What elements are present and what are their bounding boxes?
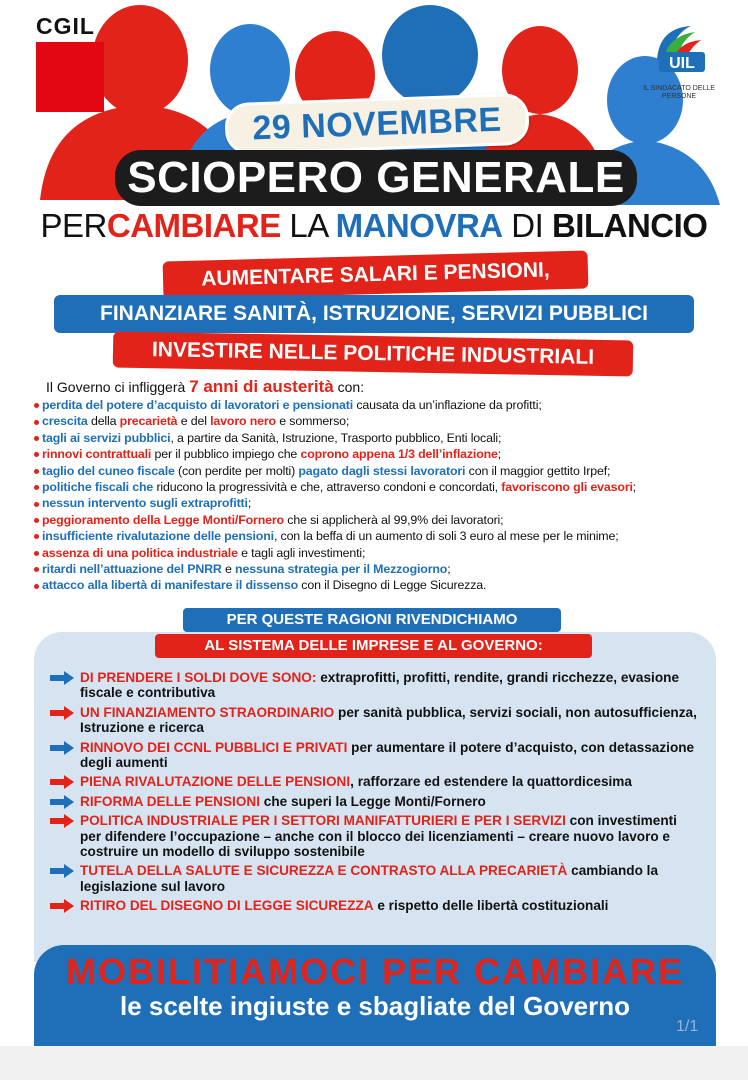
point-highlight: attacco alla libertà di manifestare il dissenso — [42, 578, 299, 593]
banner-sanita: FINANZIARE SANITÀ, ISTRUZIONE, SERVIZI PUBBLICI — [54, 295, 694, 333]
bullet-icon — [34, 420, 39, 425]
cgil-logo — [36, 14, 104, 112]
point-text: e — [221, 562, 236, 577]
list-item — [34, 528, 734, 544]
point-highlight: coprono appena 1/3 dell’inflazione — [300, 447, 498, 462]
arrow-right-icon — [50, 795, 74, 809]
intro-text — [46, 377, 364, 397]
arrow-right-icon — [50, 671, 74, 685]
uil-logo — [640, 20, 718, 101]
demand-highlight: RINNOVO DEI CCNL PUBBLICI E PRIVATI — [80, 739, 348, 755]
list-item — [34, 430, 734, 446]
subtitle-word-la: LA — [280, 207, 336, 244]
point-text: ; — [447, 562, 451, 577]
subtitle — [0, 207, 748, 245]
demand-highlight: TUTELA DELLA SALUTE E SICUREZZA E CONTRASTO ALLA PRECARIETÀ — [80, 863, 568, 879]
strike-title: SCIOPERO GENERALE — [115, 150, 637, 206]
intro-pre: Il Governo ci infliggerà — [46, 379, 190, 395]
point-text: e del — [177, 414, 211, 429]
reasons-heading-1: PER QUESTE RAGIONI RIVENDICHIAMO — [183, 608, 561, 632]
arrow-right-icon — [50, 814, 74, 828]
demand-highlight: RITIRO DEL DISEGNO DI LEGGE SICUREZZA — [80, 898, 374, 914]
demand-text: per aumentare il potere d’acquisto, con detassazione degli aumenti — [80, 739, 695, 771]
demand-highlight: RIFORMA DELLE PENSIONI — [80, 793, 260, 809]
demand-item — [50, 774, 700, 789]
demand-item — [50, 740, 700, 771]
point-highlight: taglio del cuneo fiscale — [42, 463, 175, 478]
demand-text: e rispetto delle libertà costituzionali — [373, 898, 609, 914]
bullet-icon — [34, 469, 39, 474]
uil-logo-icon — [649, 20, 709, 78]
point-highlight: lavoro nero — [210, 414, 276, 429]
cgil-logo-square — [36, 42, 104, 112]
point-highlight: insufficiente rivalutazione delle pensioni — [42, 529, 274, 544]
date-badge: 29 NOVEMBRE — [224, 93, 530, 156]
intro-post: con: — [333, 379, 365, 395]
bullet-icon — [34, 551, 39, 556]
bullet-icon — [34, 567, 39, 572]
subtitle-word-per: PER — [40, 207, 107, 244]
demand-text: con investimenti per difendere l’occupazione – anche con il blocco dei licenziamenti – creare nuovo lavoro e costruire un modello di sviluppo sostenibile — [80, 813, 677, 860]
reasons-heading-2: AL SISTEMA DELLE IMPRESE E AL GOVERNO: — [155, 634, 592, 658]
demand-item — [50, 863, 700, 894]
bullet-icon — [34, 502, 39, 507]
list-item — [34, 545, 734, 561]
demand-highlight: DI PRENDERE I SOLDI DOVE SONO: — [80, 670, 317, 685]
demand-text: extraprofitti, profitti, rendite, grandi ricchezze, evasione fiscale e contributiva — [80, 670, 679, 701]
arrow-right-icon — [50, 899, 74, 913]
subtitle-word-manovra: MANOVRA — [335, 207, 503, 244]
point-text: riducono la progressività e che, attraverso condoni e concordati, — [153, 480, 502, 495]
point-text: ; — [632, 480, 637, 495]
footer-banner — [34, 945, 716, 1046]
footer-subslogan: le scelte ingiuste e sbagliate del Governo — [119, 991, 631, 1021]
point-highlight: assenza di una politica industriale — [42, 545, 238, 560]
list-item — [34, 479, 734, 495]
uil-logo-text: UIL — [669, 55, 695, 72]
point-highlight: peggioramento della Legge Monti/Fornero — [42, 512, 284, 527]
point-highlight: favoriscono gli evasori — [501, 480, 633, 495]
list-item — [34, 413, 734, 429]
point-highlight: pagato dagli stessi lavoratori — [298, 463, 466, 478]
arrow-right-icon — [50, 775, 74, 789]
point-text: , a partire da Sanità, Istruzione, Trasporto pubblico, Enti locali; — [170, 430, 502, 445]
point-highlight: ritardi nell’attuazione del PNRR — [42, 562, 222, 577]
list-item — [34, 561, 734, 577]
page-number: 1/1 — [676, 1018, 699, 1035]
bullet-icon — [34, 485, 39, 490]
uil-tagline: IL SINDACATO DELLE PERSONE — [643, 85, 715, 100]
footer-slogan: MOBILITIAMOCI PER CAMBIARE — [66, 951, 684, 992]
demand-highlight: POLITICA INDUSTRIALE PER I SETTORI MANIFATTURIERI E PER I SERVIZI — [80, 813, 566, 829]
point-text: con il maggior gettito Irpef; — [465, 463, 611, 478]
demand-item — [50, 898, 700, 913]
arrow-right-icon — [50, 741, 74, 755]
point-highlight: politiche fiscali che — [42, 480, 154, 495]
point-text: , con la beffa di un aumento di soli 3 euro al mese per le minime; — [273, 529, 619, 544]
demand-item — [50, 670, 700, 701]
bullet-icon — [34, 518, 39, 523]
demand-item — [50, 794, 700, 809]
point-text: (con perdite per molti) — [174, 463, 299, 478]
banner-politiche-industriali: INVESTIRE NELLE POLITICHE INDUSTRIALI — [113, 331, 634, 376]
point-text: con il Disegno di Legge Sicurezza. — [298, 578, 487, 593]
point-text: della — [87, 414, 120, 429]
list-item — [34, 577, 734, 593]
demand-text: cambiando la legislazione sul lavoro — [80, 863, 659, 894]
point-highlight: crescita — [42, 414, 88, 429]
demand-highlight: PIENA RIVALUTAZIONE DELLE PENSIONI — [80, 774, 351, 790]
demand-text: , rafforzare ed estendere la quattordicesima — [350, 774, 632, 790]
bullet-icon — [34, 534, 39, 539]
subtitle-word-cambiare: CAMBIARE — [106, 207, 281, 244]
subtitle-word-bilancio: BILANCIO — [551, 207, 708, 244]
demand-item — [50, 705, 700, 736]
arrow-right-icon — [50, 864, 74, 878]
point-highlight: precarietà — [119, 414, 178, 429]
point-text: che si applicherà al 99,9% dei lavoratori; — [283, 512, 504, 527]
list-item — [34, 495, 734, 511]
point-text: per il pubblico impiego che — [151, 447, 301, 462]
list-item — [34, 397, 734, 413]
demand-text: per sanità pubblica, servizi sociali, non autosufficienza, Istruzione e ricerca — [80, 704, 697, 736]
point-text: ; — [497, 447, 502, 462]
bullet-icon — [34, 452, 39, 457]
demand-highlight: UN FINANZIAMENTO STRAORDINARIO — [80, 704, 335, 720]
point-highlight: nessuna strategia per il Mezzogiorno — [235, 562, 448, 577]
point-highlight: nessun intervento sugli extraprofitti — [42, 496, 248, 511]
demand-text: che superi la Legge Monti/Fornero — [260, 793, 486, 809]
list-item — [34, 446, 734, 462]
bullet-icon — [34, 403, 39, 408]
intro-highlight: 7 anni di austerità — [189, 377, 334, 396]
list-item — [34, 463, 734, 479]
point-highlight: rinnovi contrattuali — [42, 447, 152, 462]
subtitle-word-di: DI — [502, 207, 552, 244]
bullet-icon — [34, 584, 39, 589]
austerity-list — [34, 397, 734, 594]
bullet-icon — [34, 436, 39, 441]
list-item — [34, 512, 734, 528]
point-highlight: tagli ai servizi pubblici — [42, 430, 171, 445]
banner-salari: AUMENTARE SALARI E PENSIONI, — [163, 250, 589, 299]
arrow-right-icon — [50, 706, 74, 720]
point-text: e sommerso; — [275, 414, 350, 429]
cgil-logo-text: CGIL — [36, 13, 95, 39]
demand-item — [50, 813, 700, 859]
point-text: e tagli agli investimenti; — [237, 545, 366, 560]
demands-list — [50, 670, 700, 918]
point-text: causata da un’inflazione da profitti; — [353, 398, 542, 412]
point-text: ; — [247, 496, 252, 511]
point-highlight: perdita del potere d’acquisto di lavoratori e pensionati — [42, 398, 354, 412]
